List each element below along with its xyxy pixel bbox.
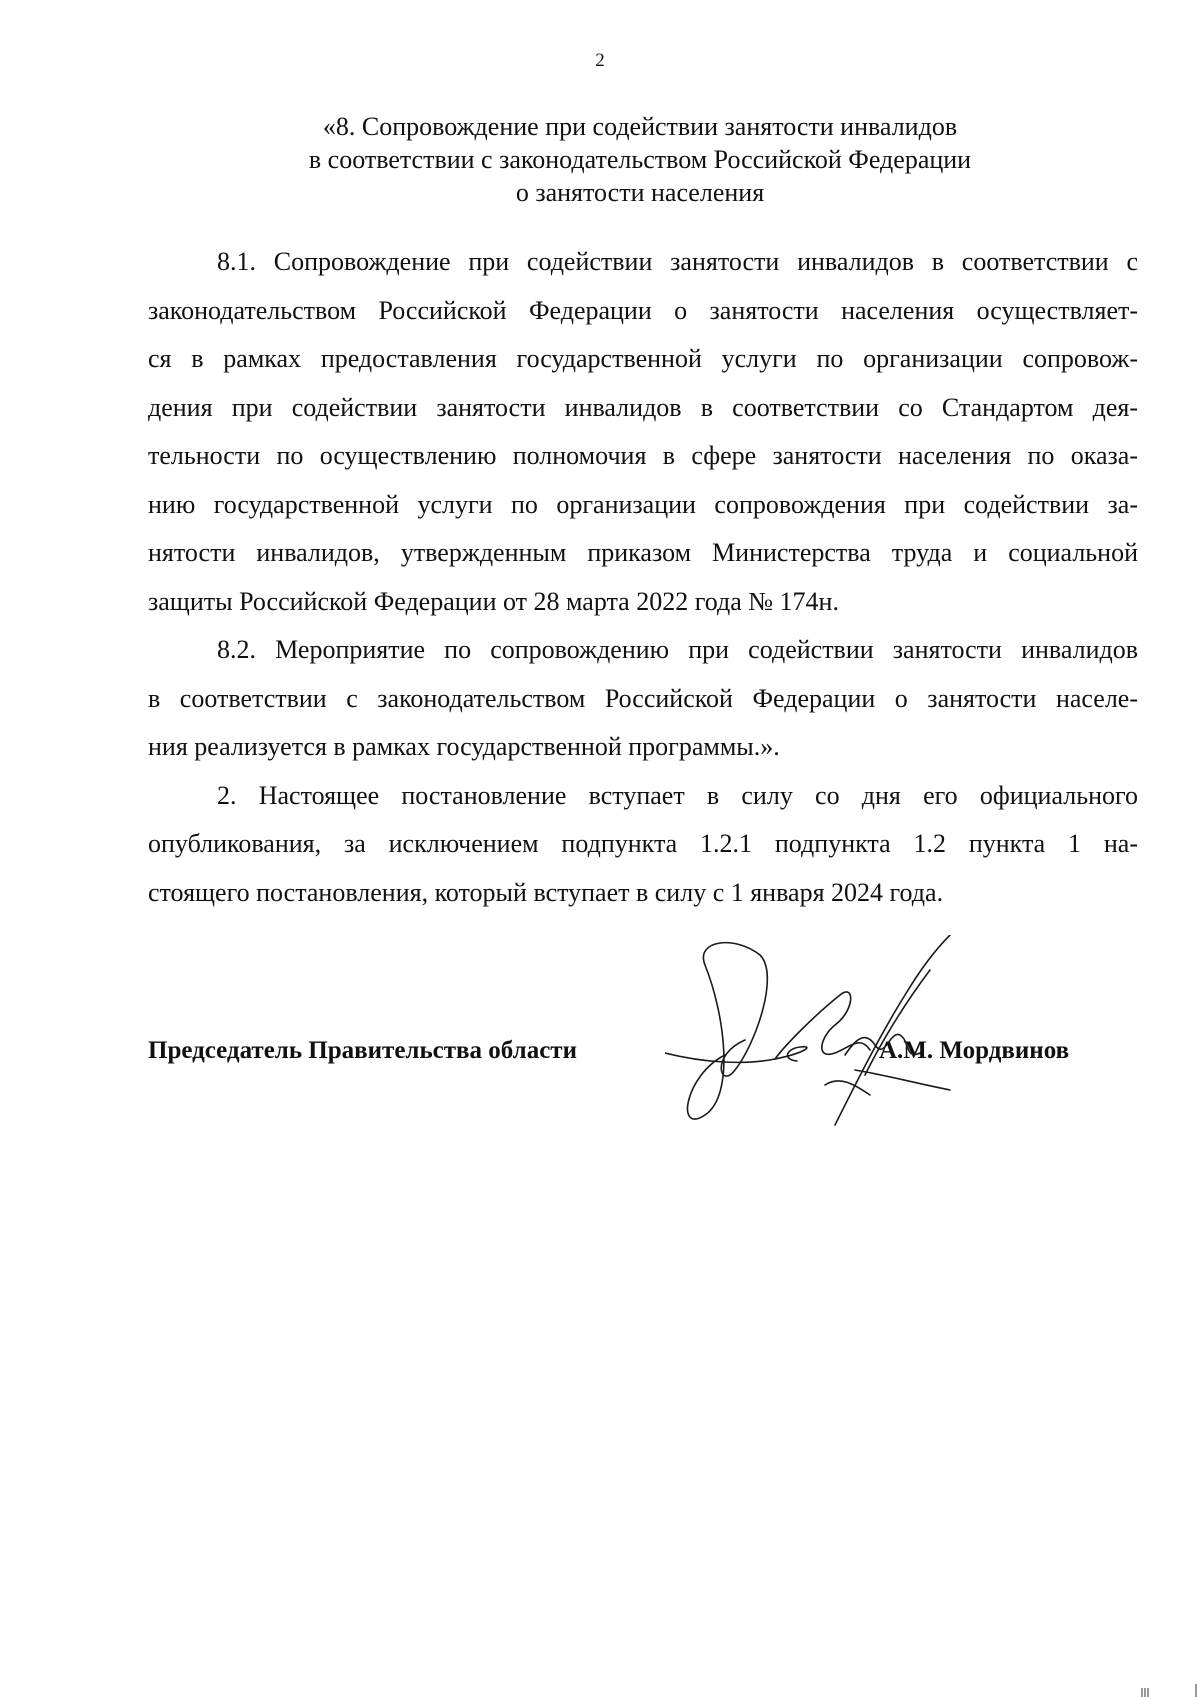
paragraph-8-2	[148, 626, 1138, 772]
paragraph-line: стоящего постановления, который вступает в силу с 1 января 2024 года.	[148, 877, 944, 907]
paragraph-line: 8.1. Сопровождение при содействии занятости инвалидов в соответствии с	[217, 247, 1138, 276]
paragraph-8-1	[148, 238, 1138, 626]
signatory-title: Председатель Правительства области	[148, 1037, 577, 1064]
paragraph-line: ния реализуется в рамках государственной программы.».	[148, 732, 780, 761]
scan-artifact	[1140, 1682, 1200, 1697]
paragraph-line: защиты Российской Федерации от 28 марта 2022 года № 174н.	[148, 586, 839, 616]
paragraph-line: в соответствии с законодательством Российской Федерации о занятости населе-	[148, 683, 1138, 713]
paragraph-line: ся в рамках предоставления государственной услуги по организации сопровож-	[148, 344, 1138, 373]
document-body	[148, 238, 1138, 917]
paragraph-line: тельности по осуществлению полномочия в сфере занятости населения по оказа-	[148, 441, 1138, 470]
paragraph-line: дения при содействии занятости инвалидов в соответствии со Стандартом дея-	[148, 392, 1138, 422]
paragraph-line: 8.2. Мероприятие по сопровождению при содействии занятости инвалидов	[217, 635, 1138, 664]
paragraph-line: нятости инвалидов, утвержденным приказом Министерства труда и социальной	[148, 538, 1138, 567]
paragraph-line: законодательством Российской Федерации о занятости населения осуществляет-	[148, 295, 1138, 325]
heading-line: «8. Сопровождение при содействии занятости инвалидов	[322, 112, 958, 141]
section-heading	[150, 110, 1130, 209]
handwritten-signature	[665, 935, 965, 1135]
page-number: 2	[595, 50, 605, 71]
paragraph-line: 2. Настоящее постановление вступает в силу со дня его официального	[217, 780, 1138, 810]
heading-line: о занятости населения	[515, 178, 765, 207]
heading-line: в соответствии с законодательством Российской Федерации	[308, 145, 972, 174]
paragraph-line: опубликования, за исключением подпункта 1.2.1 подпункта 1.2 пункта 1 на-	[148, 829, 1138, 858]
paragraph-2	[148, 772, 1138, 918]
signatory-name: А.М. Мордвинов	[879, 1037, 1070, 1064]
paragraph-line: нию государственной услуги по организации сопровождения при содействии за-	[148, 489, 1138, 519]
